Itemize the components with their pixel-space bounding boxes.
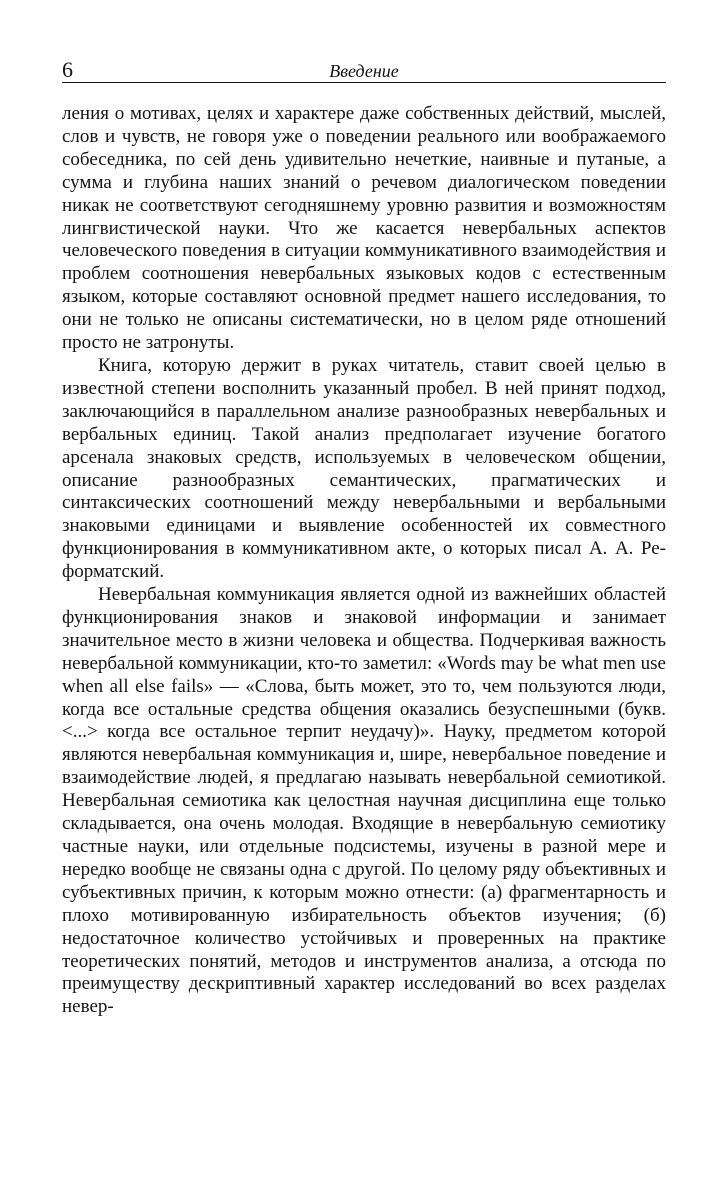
book-page bbox=[62, 52, 666, 1019]
paragraph-nonverbal-communication: Невербальная коммуникация является одной из важнейших областей функционирования знаков и знаковой информации и занимает значительное место в жизни человека и общества. Подчеркивая важность невербальной коммуникации, кто-то заметил: «Words may be what men use when all else fails» — «Слова, быть может, это то, чем пользуются люди, когда все остальные средства общения оказались безуспешными (букв. <...> когда все остальное терпит неудачу)». Науку, предметом которой являются невербальная коммуникация и, шире, невербальное поведение и взаимодействие людей, я предлагаю называть невербальной семиотикой. Невербальная семиотика как целостная научная дисциплина еще только складывается, она очень молодая. Входящие в невербальную семиотику частные науки, или отдельные подсистемы, изучены в разной мере и нередко вообще не связаны одна с другой. По целому ряду объективных и субъективных причин, к которым можно отнести: (а) фрагментарность и плохо мотивированную избирательность объектов изучения; (б) недостаточное количество устойчивых и проверенных на практике теоретических понятий, методов и инструментов анализа, а отсюда по преимуществу дескриптивный характер исследований во всех разделах невер- bbox=[62, 584, 666, 1018]
running-head bbox=[62, 52, 666, 83]
page-number: 6 bbox=[62, 57, 73, 82]
section-title: Введение bbox=[329, 61, 399, 81]
paragraph-book-purpose: Книга, которую держит в руках читатель, ставит своей целью в известной степени восполнить указанный пробел. В ней принят подход, заключающийся в параллельном анализе разнообразных невербальных и вербальных единиц. Такой анализ предполагает изучение богатого арсенала знаковых средств, используемых в человеческом общении, описание разнообразных семантических, прагматических и синтаксических соотношений между невербальными и вербальными знаковыми единицами и выявление особенностей их совместного функционирования в коммуникативном акте, о которых писал А. А. Реформатский. bbox=[62, 354, 666, 583]
body-text bbox=[62, 103, 666, 1019]
paragraph-continuation: ления о мотивах, целях и характере даже собственных действий, мыслей, слов и чувств, не говоря уже о поведении реального или воображаемого собеседника, по сей день удивительно нечеткие, наивные и путаные, а сумма и глубина наших знаний о речевом диалогическом поведении никак не соответствуют сегодняшнему уровню развития и возможностям лингвистической науки. Что же касается невербальных аспектов человеческого поведения в ситуации коммуникативного взаимодействия и проблем соотношения невербальных языковых кодов с естественным языком, которые составляют основной предмет нашего исследования, то они не только не описаны систематически, но в целом ряде отношений просто не затронуты. bbox=[62, 103, 666, 354]
